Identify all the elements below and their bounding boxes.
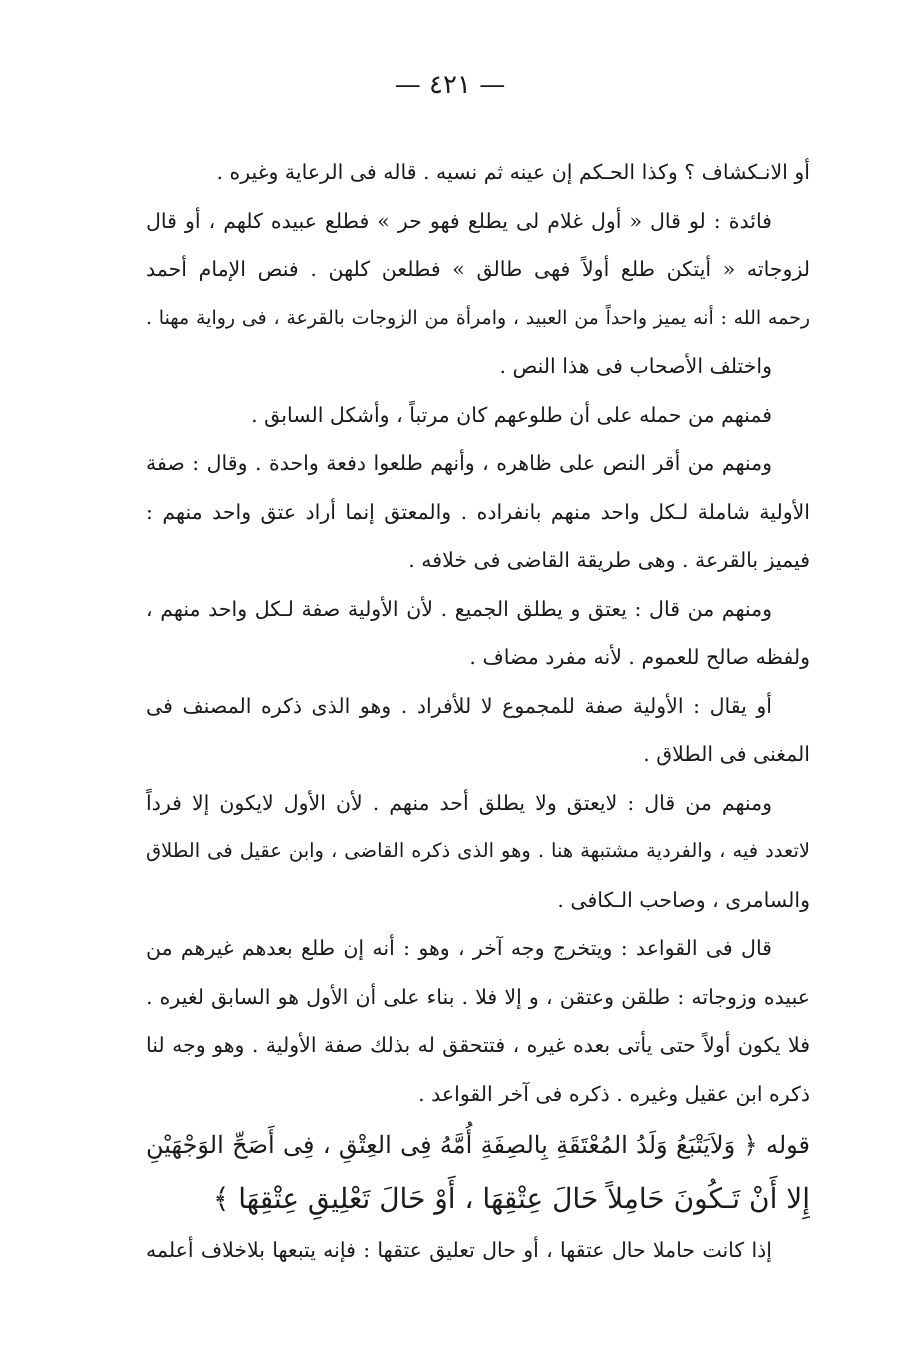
text-line: لزوجاته « أيتكن طلع أولاً فهى طالق » فطلعن كلهن . فنص الإمام أحمد	[146, 257, 810, 281]
text-line: قال فى القواعد : ويتخرج وجه آخر ، وهو : أنه إن طلع بعدهم غيرهم من	[146, 936, 772, 960]
text-line: ومنهم من أقر النص على ظاهره ، وأنهم طلعوا دفعة واحدة . وقال : صفة	[146, 451, 772, 475]
text-line: إِلا أَنْ تَـكُونَ حَامِلاً حَالَ عِتْقِهَا ، أَوْ حَالَ تَعْلِيقِ عِتْقِهَا ﴾	[212, 1182, 810, 1215]
text-line: رحمه الله : أنه يميز واحداً من العبيد ، وامرأة من الزوجات بالقرعة ، فى رواية مهنا .	[146, 306, 810, 329]
body-text	[146, 148, 810, 1275]
text-line: ذكره ابن عقيل وغيره . ذكره فى آخر القواعد .	[418, 1081, 810, 1106]
text-line: قوله ﴿ وَلاَيَتْبَعُ وَلَدُ المُعْتَقَةِ بِالصِفَةِ أُمَّهُ فِى العِتْقِ ، فِى أَصَحِّ الوَجْهَيْنِ	[146, 1131, 810, 1159]
text-line: واختلف الأصحاب فى هذا النص .	[499, 354, 772, 378]
text-line: عبيده وزوجاته : طلقن وعتقن ، و إلا فلا . بناء على أن الأول هو السابق لغيره .	[146, 984, 810, 1009]
text-line: فمنهم من حمله على أن طلوعهم كان مرتباً ، وأشكل السابق .	[251, 402, 772, 427]
text-line: ومنهم من قال : يعتق و يطلق الجميع . لأن الأولية صفة لـكل واحد منهم ،	[146, 596, 772, 621]
text-line: لاتعدد فيه ، والفردية مشتبهة هنا . وهو الذى ذكره القاضى ، وابن عقيل فى الطلاق	[146, 839, 810, 862]
text-line: أو يقال : الأولية صفة للمجموع لا للأفراد . وهو الذى ذكره المصنف فى	[146, 693, 772, 718]
text-line: إذا كانت حاملا حال عتقها ، أو حال تعليق عتقها : فإنه يتبعها بلاخلاف أعلمه	[146, 1238, 772, 1262]
text-line: والسامرى ، وصاحب الـكافى .	[557, 887, 810, 912]
text-line: فلا يكون أولاً حتى يأتى بعده غيره ، فتتحقق له بذلك صفة الأولية . وهو وجه لنا	[146, 1033, 810, 1057]
text-line: أو الانـكشاف ؟ وكذا الحـكم إن عينه ثم نسيه . قاله فى الرعاية وغيره .	[216, 160, 810, 184]
text-line: المغنى فى الطلاق .	[643, 742, 810, 766]
text-line: فائدة : لو قال « أول غلام لى يطلع فهو حر » فطلع عبيده كلهم ، أو قال	[146, 208, 772, 233]
text-line: ولفظه صالح للعموم . لأنه مفرد مضاف .	[469, 645, 810, 669]
text-line: ومنهم من قال : لايعتق ولا يطلق أحد منهم . لأن الأول لايكون إلا فرداً	[146, 790, 772, 815]
text-line: الأولية شاملة لـكل واحد منهم بانفراده . والمعتق إنما أراد عتق واحد منهم :	[146, 499, 810, 524]
text-line: فيميز بالقرعة . وهى طريقة القاضى فى خلافه .	[408, 548, 810, 572]
page-number: — ٤٢١ —	[394, 70, 506, 100]
